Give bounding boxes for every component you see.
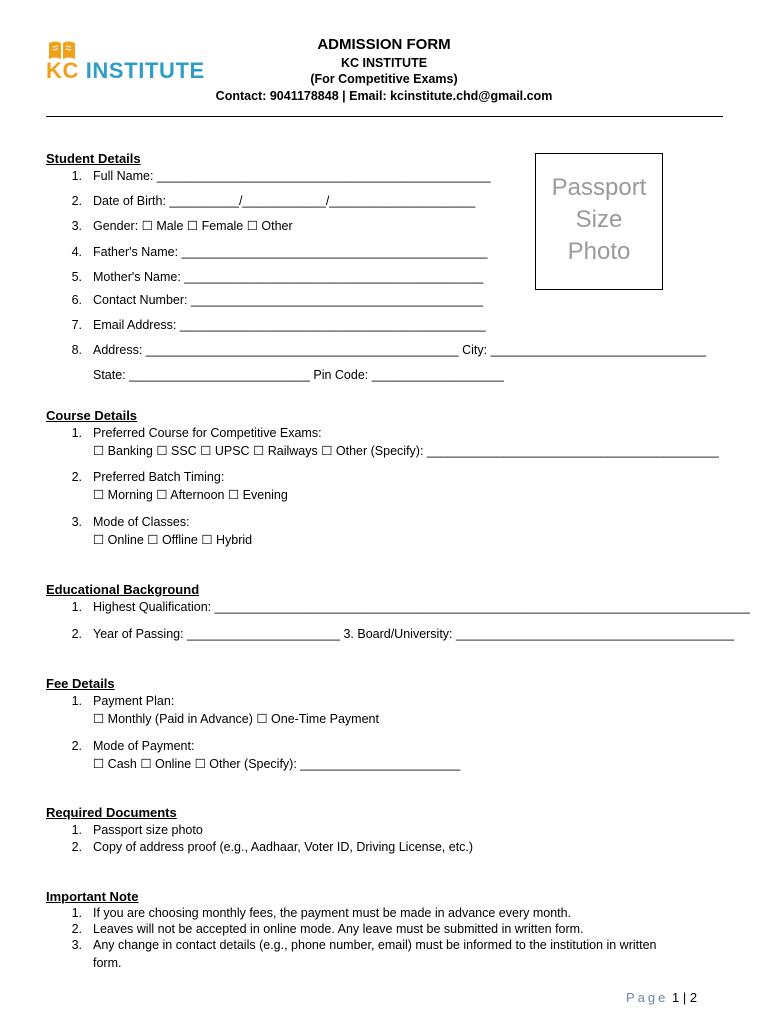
item-number: 5. [71,270,82,284]
form-subtitle: (For Competitive Exams) [310,72,458,86]
document-text: Copy of address proof (e.g., Aadhaar, Voter ID, Driving License, etc.) [93,840,474,854]
item-number: 3. [71,515,82,529]
item-number: 3. [71,219,82,233]
item-number: 2. [71,194,82,208]
contact-line: Contact: 9041178848 | Email: kcinstitute.chd@gmail.com [215,89,553,103]
item-number: 4. [71,245,82,259]
item-number: 1. [71,600,82,614]
address-city-field[interactable]: Address: _____________________________________________ City: _______________________________ [93,343,707,357]
item-number: 7. [71,318,82,332]
item-number: 2. [71,922,82,936]
item-number: 1. [71,906,82,920]
documents-heading: Required Documents [46,805,177,820]
item-number: 2. [71,470,82,484]
item-number: 2. [71,627,82,641]
item-number: 1. [71,426,82,440]
note-text: Leaves will not be accepted in online mode. Any leave must be submitted in written form. [93,922,584,936]
state-pincode-field[interactable]: State: __________________________ Pin Code: ___________________ [93,368,504,382]
gender-options[interactable]: Gender: ☐ Male ☐ Female ☐ Other [93,219,293,233]
form-title: ADMISSION FORM [317,36,451,53]
payment-plan-label: Payment Plan: [93,694,175,708]
qualification-field[interactable]: Highest Qualification: _____________________________________________________________________________ [93,600,750,614]
preferred-course-options[interactable]: ☐ Banking ☐ SSC ☐ UPSC ☐ Railways ☐ Other (Specify): __________________________________________ [93,444,719,458]
payment-mode-label: Mode of Payment: [93,739,195,753]
passport-photo-box [535,153,663,290]
course-details-heading: Course Details [46,408,138,423]
father-name-field[interactable]: Father's Name: ____________________________________________ [93,245,488,259]
total-pages: 2 [689,990,698,1005]
note-text-continued: form. [93,956,122,970]
document-text: Passport size photo [93,823,203,837]
item-number: 8. [71,343,82,357]
logo-institute: INSTITUTE [85,58,205,83]
note-text: Any change in contact details (e.g., phone number, email) must be informed to the institution in written [93,938,657,952]
photo-line-1: Passport [551,174,647,201]
photo-line-2: Size [575,206,623,233]
mode-of-classes-options[interactable]: ☐ Online ☐ Offline ☐ Hybrid [93,533,253,547]
preferred-course-label: Preferred Course for Competitive Exams: [93,426,322,440]
item-number: 3. [71,938,82,952]
education-heading: Educational Background [46,582,200,597]
photo-line-3: Photo [567,238,631,265]
institute-name: KC INSTITUTE [340,56,428,70]
item-number: 6. [71,293,82,307]
item-number: 1. [71,169,82,183]
important-note-heading: Important Note [46,889,139,904]
item-number: 2. [71,840,82,854]
fee-details-heading: Fee Details [46,676,115,691]
year-board-field[interactable]: Year of Passing: ______________________ 3. Board/University: ________________________________________ [93,627,735,641]
mother-name-field[interactable]: Mother's Name: ___________________________________________ [93,270,484,284]
item-number: 1. [71,694,82,708]
current-page: 1 [672,990,680,1005]
item-number: 1. [71,823,82,837]
note-text: If you are choosing monthly fees, the payment must be made in advance every month. [93,906,572,920]
payment-mode-options[interactable]: ☐ Cash ☐ Online ☐ Other (Specify): _______________________ [93,757,461,771]
email-field[interactable]: Email Address: ____________________________________________ [93,318,486,332]
contact-number-field[interactable]: Contact Number: __________________________________________ [93,293,483,307]
page-footer [626,990,697,1005]
mode-of-classes-label: Mode of Classes: [93,515,190,529]
batch-timing-options[interactable]: ☐ Morning ☐ Afternoon ☐ Evening [93,488,288,502]
page-separator: | [682,990,687,1005]
batch-timing-label: Preferred Batch Timing: [93,470,225,484]
logo-kc: KC [46,58,79,83]
student-details-heading: Student Details [46,151,141,166]
page-word: Page [626,990,669,1005]
payment-plan-options[interactable]: ☐ Monthly (Paid in Advance) ☐ One-Time Payment [93,712,379,726]
item-number: 2. [71,739,82,753]
full-name-field[interactable]: Full Name: ________________________________________________ [93,169,491,183]
dob-field[interactable]: Date of Birth: __________/____________/_____________________ [93,194,476,208]
header-divider [46,116,723,117]
